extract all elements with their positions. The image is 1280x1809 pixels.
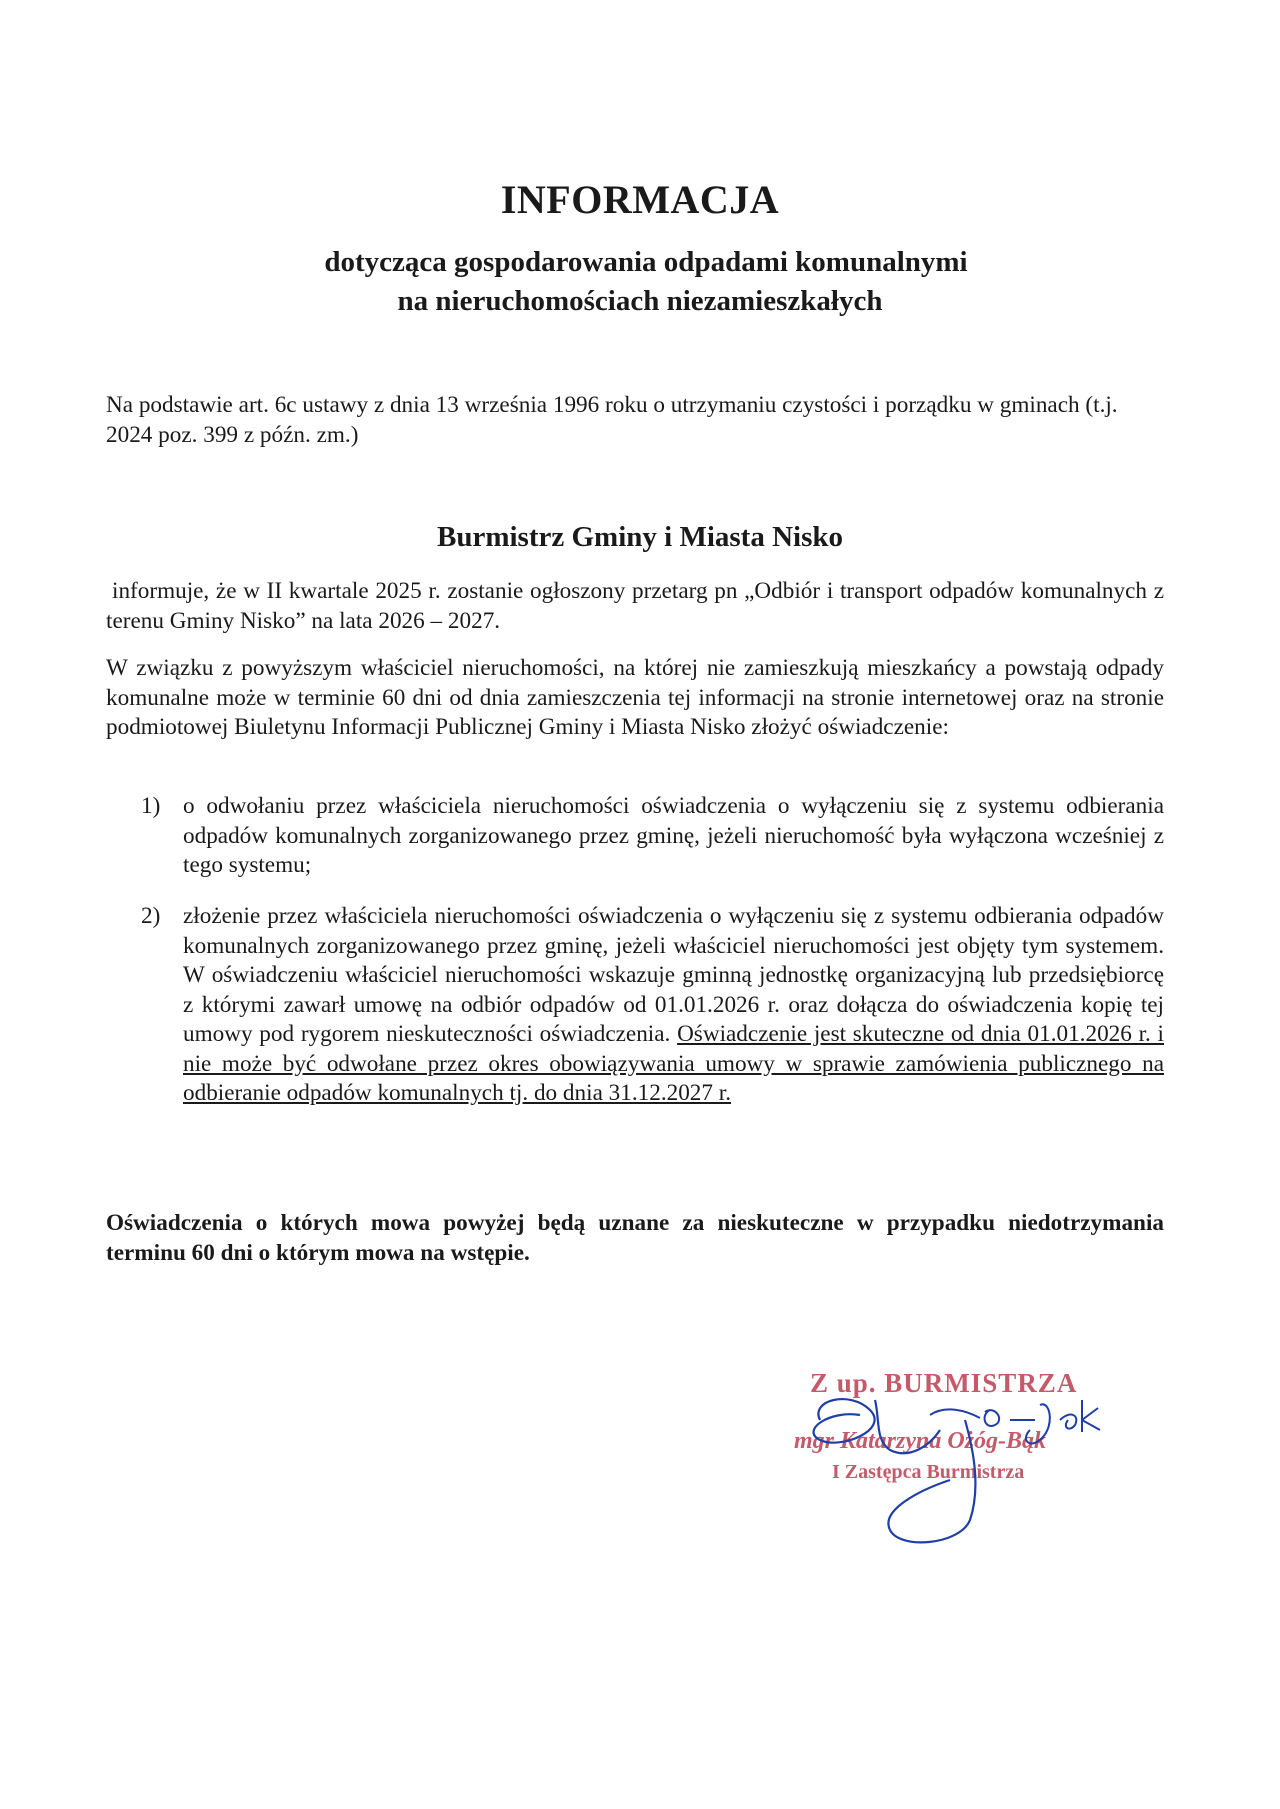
stamp-line-3: I Zastępca Burmistrza (832, 1461, 1025, 1483)
announcement-text: informuje, że w II kwartale 2025 r. zostanie ogłoszony przetarg pn „Odbiór i transport odpadów komunalnych z terenu Gminy Nisko” na lata 2026 – 2027. (106, 578, 1164, 634)
authority-heading: Burmistrz Gminy i Miasta Nisko (437, 521, 843, 553)
list-item-text: o odwołaniu przez właściciela nieruchomości oświadczenia o wyłączeniu się z systemu odbierania odpadów komunalnych zorganizowanego przez gminę, jeżeli nieruchomość była wyłączona wcześniej z tego systemu; (183, 793, 1164, 878)
list-item-text (183, 902, 1164, 1109)
subtitle-line-2: na nieruchomościach niezamieszkałych (397, 285, 883, 317)
list-item-1 (141, 792, 1164, 881)
stamp-line-1: Z up. BURMISTRZA (810, 1368, 1078, 1398)
intro-paragraph: W związku z powyższym właściciel nieruchomości, na której nie zamieszkują mieszkańcy a powstają odpady komunalne może w terminie 60 dni od dnia zamieszczenia tej informacji na stronie internetowej oraz na stronie podmiotowej Biuletynu Informacji Publicznej Gminy i Miasta Nisko złożyć oświadczenie: (106, 655, 1164, 740)
official-stamp (780, 1360, 1140, 1550)
document-title: INFORMACJA (500, 177, 780, 222)
document-subtitle (0, 243, 1280, 321)
subtitle-line-1: dotycząca gospodarowania odpadami komunalnymi (324, 246, 968, 278)
list-item-2 (141, 902, 1164, 1109)
handwritten-signature (780, 1360, 1140, 1550)
notice-paragraph: Oświadczenia o których mowa powyżej będą uznane za nieskuteczne w przypadku niedotrzymania terminu 60 dni o którym mowa na wstępie. (106, 1210, 1164, 1266)
list-item-number: 2) (141, 903, 161, 929)
announcement-paragraph (106, 577, 1164, 636)
underlined-clause: Oświadczenie jest skuteczne od dnia 01.01.2026 r. i nie może być odwołane przez okres obowiązywania umowy w sprawie zamówienia publicznego na odbieranie odpadów komunalnych tj. do dnia 31.12.2027 r. (183, 1021, 1164, 1106)
legal-basis-paragraph: Na podstawie art. 6c ustawy z dnia 13 września 1996 roku o utrzymaniu czystości i porządku w gminach (t.j. 2024 poz. 399 z późn. zm.) (106, 392, 1118, 448)
list-item-number: 1) (141, 793, 161, 819)
stamp-line-2: mgr Katarzyna Ożóg-Bąk (794, 1428, 1047, 1454)
list-item-text-main: złożenie przez właściciela nieruchomości oświadczenia o wyłączeniu się z systemu odbierania odpadów komunalnych zorganizowanego przez gminę, jeżeli właściciel nieruchomości jest objęty tym systemem. W oświadczeniu właściciel nieruchomości wskazuje gminną jednostkę organizacyjną lub przedsiębiorcę z którymi zawarł umowę na odbiór odpadów od 01.01.2026 r. oraz dołącza do oświadczenia kopię tej umowy pod rygorem nieskuteczności oświadczenia. (183, 903, 1164, 1047)
